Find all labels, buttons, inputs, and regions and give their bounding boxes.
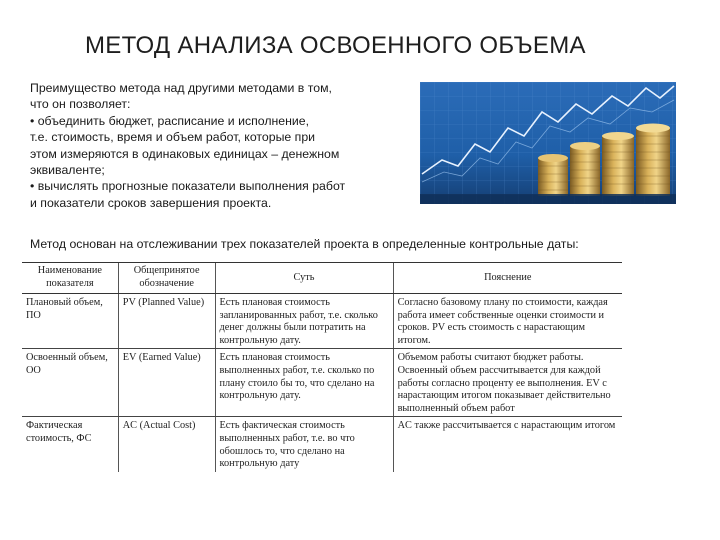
- cell-explanation: Объемом работы считают бюджет работы. Освоенный объем рассчитывается для каждой работы согласно проценту ее выполнения. EV с нарастающим итогом показывает действительно выполненный объем работ: [393, 349, 622, 417]
- intro-bullet-line: • вычислять прогнозные показатели выполнения работ: [30, 179, 346, 194]
- slide-title: МЕТОД АНАЛИЗА ОСВОЕННОГО ОБЪЕМА: [85, 32, 586, 59]
- indicators-table: [22, 262, 622, 472]
- cell-essence: Есть плановая стоимость запланированных работ, т.е. сколько денег должны были потратить на контрольную дату.: [215, 294, 393, 349]
- intro-text: [30, 80, 400, 211]
- intro-line: эквиваленте;: [30, 163, 105, 178]
- cell-essence: Есть плановая стоимость выполненных работ, т.е. сколько по плану стоило бы то, что сделано на контрольную дату.: [215, 349, 393, 417]
- intro-line: т.е. стоимость, время и объем работ, которые при: [30, 130, 316, 145]
- intro-line: этом измеряются в одинаковых единицах – денежном: [30, 146, 340, 161]
- photo-floor: [420, 194, 676, 204]
- cell-abbr: AC (Actual Cost): [118, 417, 215, 472]
- coins-chart-photo: [420, 82, 676, 204]
- intro-line: что он позволяет:: [30, 97, 131, 112]
- cell-abbr: PV (Planned Value): [118, 294, 215, 349]
- method-basis-text: Метод основан на отслеживании трех показателей проекта в определенные контрольные даты:: [30, 237, 579, 251]
- header-name: Наименование показателя: [22, 263, 118, 294]
- intro-line: и показатели сроков завершения проекта.: [30, 195, 272, 210]
- cell-name: Фактическая стоимость, ФС: [26, 420, 92, 444]
- table-header-row: [22, 263, 622, 294]
- cell-name: Освоенный объем, ОО: [22, 349, 118, 417]
- header-explanation: Пояснение: [393, 263, 622, 294]
- header-abbr: Общепринятое обозначение: [118, 263, 215, 294]
- cell-explanation: Согласно базовому плану по стоимости, каждая работа имеет собственные оценки стоимости и сроков. PV есть стоимость с нарастающим итогом.: [393, 294, 622, 349]
- cell-name: Плановый объем, ПО: [22, 294, 118, 349]
- intro-line: Преимущество метода над другими методами в том,: [30, 81, 332, 95]
- cell-explanation: AC также рассчитывается с нарастающим итогом: [393, 417, 622, 472]
- header-essence: Суть: [215, 263, 393, 294]
- cell-essence: Есть фактическая стоимость выполненных работ, т.е. во что обошлось то, что сделано на контрольную дату: [215, 417, 393, 472]
- table-row: [22, 349, 622, 417]
- table-row: [22, 294, 622, 349]
- intro-bullet-line: • объединить бюджет, расписание и исполнение,: [30, 113, 310, 128]
- cell-abbr: EV (Earned Value): [118, 349, 215, 417]
- table-row: [22, 417, 622, 472]
